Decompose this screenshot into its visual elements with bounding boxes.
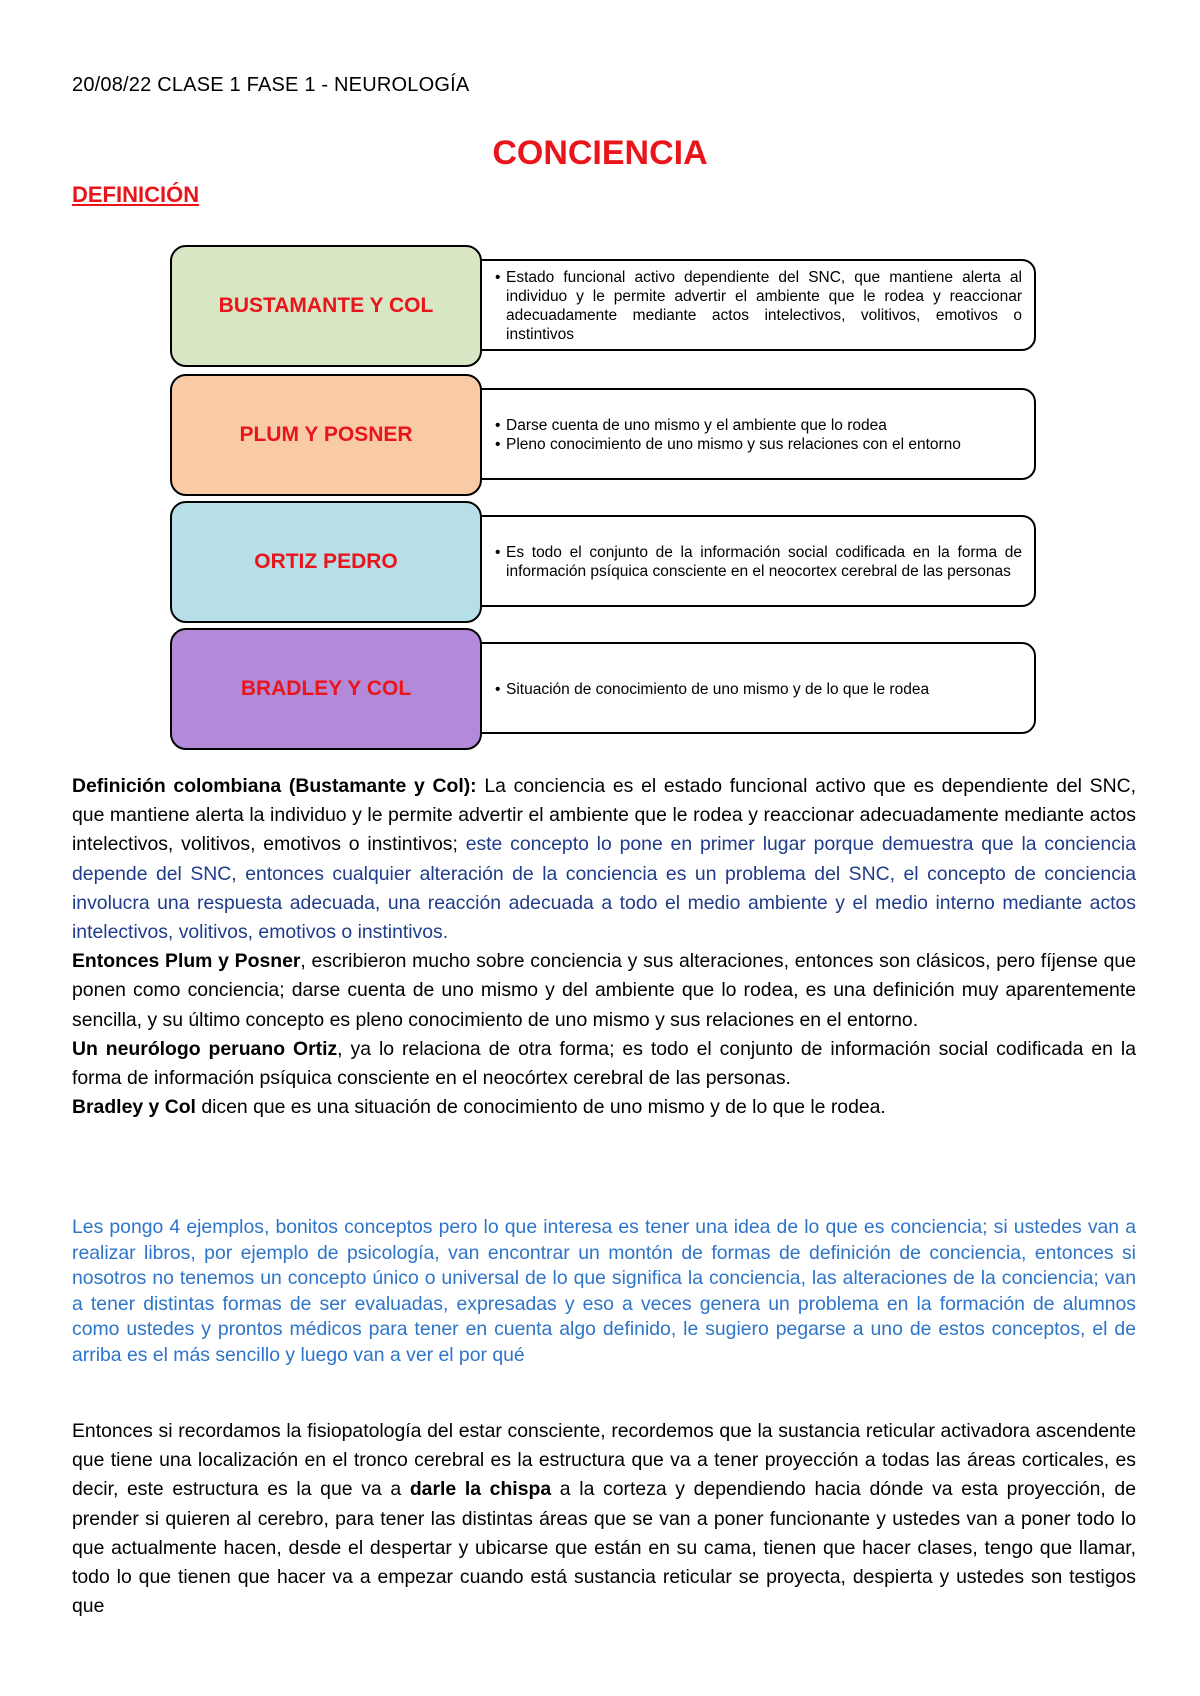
definition-author-box: [170, 374, 482, 496]
definition-bullet: • Es todo el conjunto de la información social codificada en la forma de información psíquica consciente en el neocortex cerebral de las personas: [496, 543, 1022, 581]
definition-row: [170, 374, 1036, 496]
section-title-definicion: DEFINICIÓN: [72, 182, 200, 207]
definition-text-box: [466, 259, 1036, 351]
definition-text-box: [466, 642, 1036, 734]
definition-bullet: • Situación de conocimiento de uno mismo y de lo que le rodea: [496, 680, 1022, 699]
paragraph-text: dicen que es una situación de conocimiento de uno mismo y de lo que le rodea.: [195, 1096, 886, 1119]
paragraph-text: Entonces si recordamos la fisiopatología del estar consciente, recordemos que la sustancia reticular activadora ascendente que tiene una localización en el tronco cerebral es la estructura que va a tener proyección a todas las áreas corticales, es decir, este estructura es la que va a: [72, 1420, 1136, 1501]
paragraph-lead: Bradley y Col: [72, 1096, 196, 1119]
definition-author-box: [170, 628, 482, 750]
definition-author: BRADLEY Y COL: [240, 677, 412, 700]
definition-text-box: [466, 388, 1036, 480]
definition-bullet: • Darse cuenta de uno mismo y el ambiente que lo rodea: [496, 416, 1022, 435]
paragraph-plum-posner: [72, 947, 1136, 1035]
paragraph-colombian-definition: [72, 772, 1136, 947]
body-definitions: [72, 772, 1136, 1122]
paragraph-text: La conciencia es el estado funcional activo que es dependiente del SNC, que mantiene alerta la individuo y le permite advertir el ambiente que le rodea y reaccionar adecuadamente mediante actos intelectivos, volitivos, emotivos o instintivos;: [72, 775, 1136, 856]
paragraph-lead: Un neurólogo peruano Ortiz: [72, 1037, 338, 1060]
definition-bullet: • Pleno conocimiento de uno mismo y sus relaciones con el entorno: [496, 435, 1022, 454]
page-title: CONCIENCIA: [492, 134, 708, 172]
paragraph-explanation: este concepto lo pone en primer lugar porque demuestra que la conciencia depende del SNC, entonces cualquier alteración de la conciencia es un problema del SNC, el concepto de conciencia involucra una respuesta adecuada, una reacción adecuada a todo el medio ambiente y el medio interno mediante actos intelectivos, volitivos, emotivos o instintivos.: [72, 833, 1137, 944]
paragraph-emphasis: darle la chispa: [409, 1478, 552, 1501]
definition-bullets: [496, 416, 1022, 454]
paragraph-text: , escribieron mucho sobre conciencia y sus alteraciones, entonces son clásicos, pero fíjense que ponen como conciencia; darse cuenta de uno mismo y del ambiente que lo rodea, es una definición muy aparentemente sencilla, y su último concepto es pleno conocimiento de uno mismo y sus relaciones en el entorno.: [72, 950, 1136, 1031]
definition-author: BUSTAMANTE Y COL: [218, 294, 434, 317]
paragraph-bradley: [72, 1093, 1136, 1122]
definition-bullets: [496, 543, 1022, 581]
definition-author-box: [170, 501, 482, 623]
definition-row: [170, 501, 1036, 623]
paragraph-physiopathology: [72, 1417, 1136, 1621]
paragraph-text: , ya lo relaciona de otra forma; es todo el conjunto de información social codificada en la forma de información psíquica consciente en el neocórtex cerebral de las personas.: [72, 1037, 1137, 1090]
paragraph-examples: Les pongo 4 ejemplos, bonitos conceptos pero lo que interesa es tener una idea de lo que es conciencia; si ustedes van a realizar libros, por ejemplo de psicología, van encontrar un montón de formas de definición de conciencia, entonces si nosotros no tenemos un concepto único o universal de lo que significa la conciencia, las alteraciones de la conciencia; van a tener distintas formas de ser evaluadas, expresadas y eso a veces genera un problema en la formación de alumnos como ustedes y prontos médicos para tener en cuenta algo definido, le sugiero pegarse a uno de estos conceptos, el de arriba es el más sencillo y luego van a ver el por qué: [72, 1216, 1136, 1366]
paragraph-text: a la corteza y dependiendo hacia dónde va esta proyección, de prender si quieren al cerebro, para tener las distintas áreas que se van a poner funcionante y ustedes van a poner todo lo que actualmente hacen, desde el despertar y ubicarse que están en su cama, tienen que hacer clases, tengo que llamar, todo lo que tienen que hacer va a empezar cuando está sustancia reticular se proyecta, despierta y ustedes son testigos que: [72, 1478, 1136, 1618]
definition-author-box: [170, 245, 482, 367]
paragraph-lead: Entonces Plum y Posner: [72, 950, 301, 973]
paragraph-lead: Definición colombiana (Bustamante y Col):: [72, 775, 477, 797]
definition-row: [170, 628, 1036, 750]
definition-author: PLUM Y POSNER: [239, 423, 413, 446]
definition-row: [170, 245, 1036, 367]
definition-bullets: [496, 268, 1022, 344]
paragraph-ortiz: [72, 1035, 1136, 1093]
definition-bullets: [496, 680, 1022, 699]
header-line: 20/08/22 CLASE 1 FASE 1 - NEUROLOGÍA: [72, 74, 470, 96]
definition-author: ORTIZ PEDRO: [254, 550, 398, 573]
definition-bullet: • Estado funcional activo dependiente del SNC, que mantiene alerta al individuo y le permite advertir el ambiente que le rodea y reaccionar adecuadamente mediante actos intelectivos, volitivos, emotivos o instintivos: [496, 268, 1022, 344]
definition-text-box: [466, 515, 1036, 607]
